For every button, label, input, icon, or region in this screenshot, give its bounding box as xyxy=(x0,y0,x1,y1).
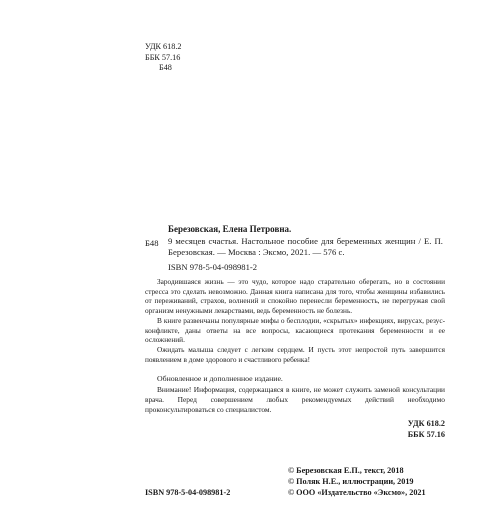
annotation-block xyxy=(145,277,445,364)
right-udc-code: УДК 618.2 xyxy=(407,419,445,428)
annotation-paragraph: Зародившаяся жизнь — это чудо, которое надо старательно оберегать, но в состоянии стресса это сделать невозможно. Данная книга написана для того, чтобы женщины избавились от переживаний, страхов, волнений и спокойно перенесли беременность, не перегружая свой организм ненужными лекарствами, ведь беременность не болезнь. xyxy=(145,277,445,316)
bbk-code: ББК 57.16 xyxy=(145,52,181,62)
udc-code: УДК 618.2 xyxy=(145,42,182,51)
index-codes-block xyxy=(145,42,181,74)
copyright-line: © Поляк Н.Е., иллюстрации, 2019 xyxy=(288,476,414,486)
copyright-block xyxy=(288,466,426,498)
warning-text: Внимание! Информация, содержащаяся в книге, не может служить заменой консультации врача. Перед совершением любых рекомендуемых действий необходимо проконсультироваться со специалистом. xyxy=(145,385,445,414)
copyright-line: © Березовская Е.П., текст, 2018 xyxy=(288,466,404,475)
footer-isbn: ISBN 978-5-04-098981-2 xyxy=(145,488,231,497)
right-bbk-code: ББК 57.16 xyxy=(407,429,445,439)
annotation-paragraph: Ожидать малыша следует с легким сердцем. И пусть этот непростой путь завершится появлением в доме здорового и счастливого ребенка! xyxy=(145,344,445,364)
catalog-description: 9 месяцев счастья. Настольное пособие для беременных женщин / Е. П. Березовская. — Москва : Эксмо, 2021. — 576 с. xyxy=(168,236,443,258)
catalog-isbn: ISBN 978-5-04-098981-2 xyxy=(168,262,258,272)
author-mark: Б48 xyxy=(159,63,172,73)
catalog-author-mark: Б48 xyxy=(145,238,159,248)
right-codes-block xyxy=(370,419,445,440)
annotation-paragraph: В книге развенчаны популярные мифы о бесплодии, «скрытых» инфекциях, вирусах, резус-конфликте, даны ответы на все вопросы, касающиеся протекания беременности и ее осложнений. xyxy=(145,315,445,345)
edition-note: Обновленное и дополненное издание. xyxy=(157,374,283,383)
catalog-author: Березовская, Елена Петровна. xyxy=(168,224,292,234)
warning-block xyxy=(145,385,445,414)
copyright-line: © ООО «Издательство «Эксмо», 2021 xyxy=(288,487,426,497)
